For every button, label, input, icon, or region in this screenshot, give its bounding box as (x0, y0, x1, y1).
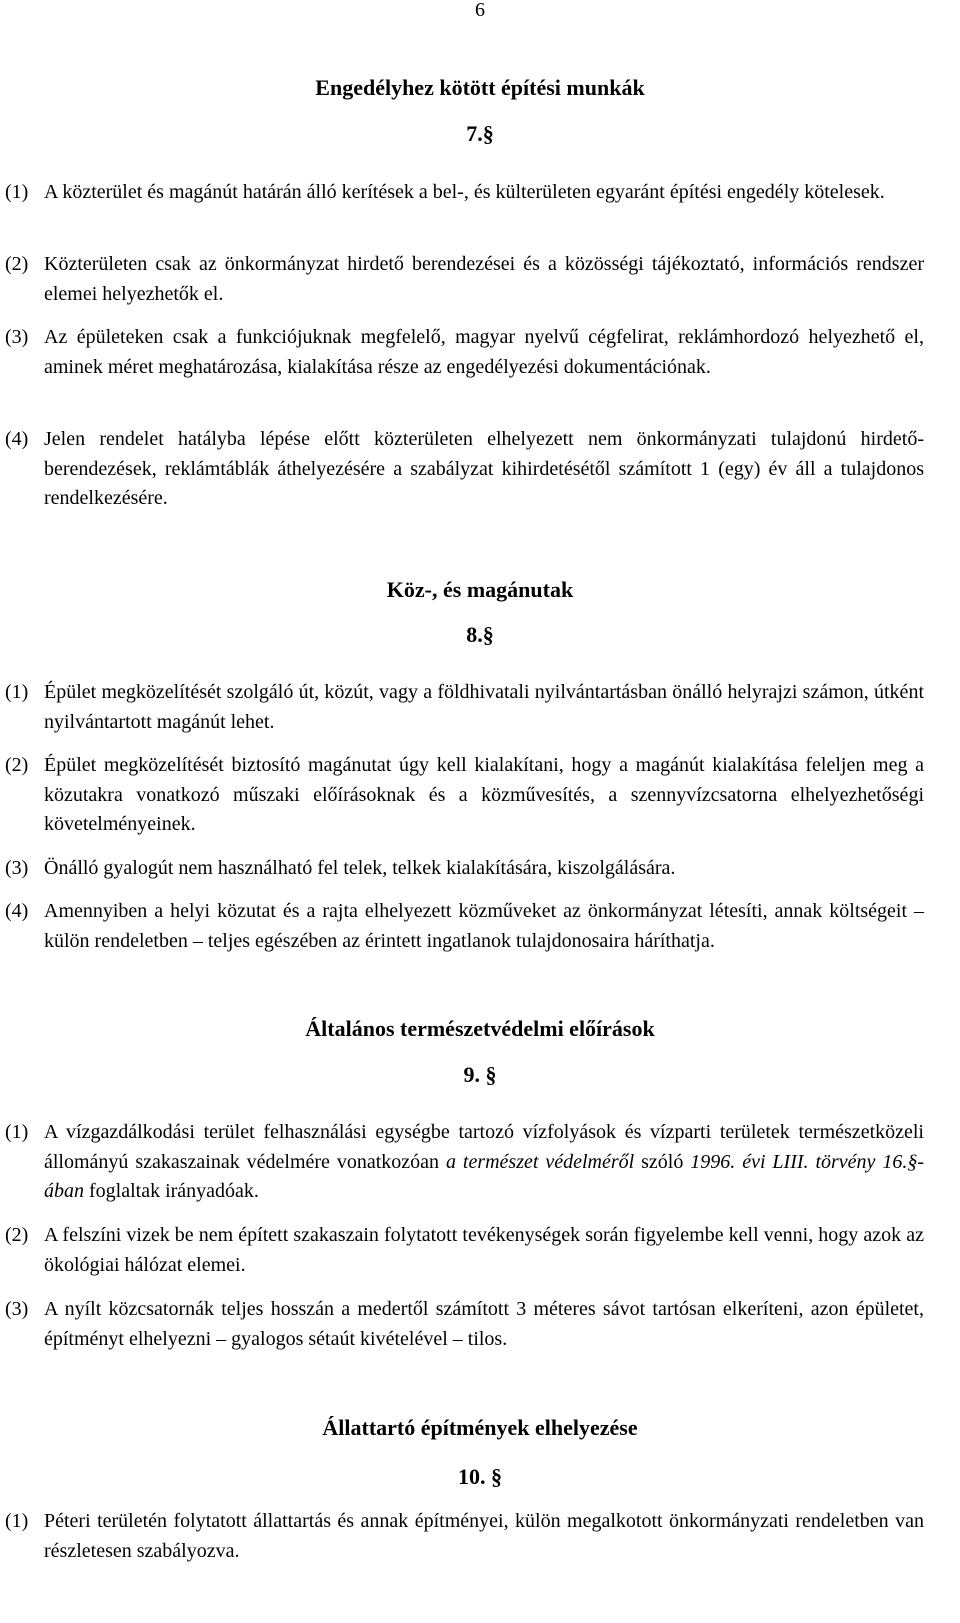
paragraph-label: (3) (5, 857, 29, 879)
paragraph-text: A nyílt közcsatornák teljes hosszán a medertől számított 3 méteres sávot tartósan elkeríteni, azon épületet, építményt elhelyezni – gyalogos sétaút kivételével – tilos. (44, 1298, 924, 1350)
paragraph-text: Önálló gyalogút nem használható fel telek, telkek kialakítására, kiszolgálására. (44, 857, 676, 879)
paragraph (5, 1221, 924, 1280)
section-number: 7.§ (466, 121, 494, 146)
section-title: Köz-, és magánutak (386, 577, 574, 602)
paragraph (5, 178, 924, 208)
paragraph-text: A felszíni vizek be nem épített szakaszain folytatott tevékenységek során figyelembe kell venni, hogy azok az ökológiai hálózat elemei. (44, 1224, 924, 1276)
paragraph (5, 678, 924, 737)
paragraph-text: szóló (634, 1150, 691, 1173)
paragraph-label: (1) (5, 1510, 29, 1532)
paragraph-text: Amennyiben a helyi közutat és a rajta elhelyezett közműveket az önkormányzat létesíti, annak költségeit – külön rendeletben – teljes egészében az érintett ingatlanok tulajdonosaira háríthatja. (44, 900, 924, 952)
paragraph (5, 1295, 924, 1354)
paragraph-text: Az épületeken csak a funkciójuknak megfelelő, magyar nyelvű cégfelirat, reklámhordozó helyezhető el, aminek méret meghatározása, kialakítása része az engedélyezési dokumentációnak. (44, 326, 924, 378)
paragraph-label: (1) (5, 181, 29, 203)
paragraph (5, 897, 924, 956)
section-title: Engedélyhez kötött építési munkák (315, 75, 645, 100)
page-number: 6 (475, 0, 485, 21)
section-number: 9. § (463, 1062, 497, 1087)
paragraph-text: A közterület és magánút határán álló kerítések a bel-, és külterületen egyaránt építési engedély kötelesek. (44, 181, 885, 203)
paragraph-text: Épület megközelítését szolgáló út, közút, vagy a földhivatali nyilvántartásban önálló helyrajzi számon, útként nyilvántartott magánút lehet. (44, 681, 924, 733)
paragraph-label: (2) (5, 1224, 29, 1246)
paragraph-text: foglaltak irányadóak. (84, 1180, 259, 1202)
paragraph-label: (2) (5, 253, 29, 275)
section-title: Állattartó építmények elhelyezése (322, 1415, 638, 1440)
paragraph-text: Közterületen csak az önkormányzat hirdető berendezései és a közösségi tájékoztató, információs rendszer elemei helyezhetők el. (44, 253, 924, 305)
paragraph-label: (1) (5, 1121, 29, 1143)
section-title: Általános természetvédelmi előírások (305, 1016, 655, 1041)
paragraph (5, 323, 924, 382)
paragraph-label: (4) (5, 428, 29, 450)
paragraph (5, 751, 924, 840)
paragraph (5, 1118, 924, 1207)
paragraph-text: A vízgazdálkodási terület felhasználási egységbe tartozó vízfolyások és vízparti területek természetközeli állományú szakaszainak védelmére vonatkozóan (44, 1121, 924, 1173)
paragraph (5, 1507, 924, 1566)
section-number: 10. § (458, 1464, 502, 1489)
paragraph-label: (4) (5, 900, 29, 922)
paragraph-label: (1) (5, 681, 29, 703)
paragraph (5, 250, 924, 309)
paragraph-label: (3) (5, 1298, 29, 1320)
section-number: 8.§ (466, 622, 494, 647)
paragraph-text: Péteri területén folytatott állattartás és annak építményei, külön megalkotott önkormányzati rendeletben van részletesen szabályozva. (44, 1510, 924, 1562)
paragraph (5, 425, 924, 514)
paragraph-label: (3) (5, 326, 29, 348)
paragraph-text: Jelen rendelet hatályba lépése előtt közterületen elhelyezett nem önkormányzati tulajdonú hirdető-berendezések, reklámtáblák áthelyezésére a szabályzat kihirdetésétől számított 1 (egy) év áll a tulajdonos rendelkezésére. (44, 428, 924, 509)
paragraph (5, 854, 924, 884)
paragraph-text: Épület megközelítését biztosító magánutat úgy kell kialakítani, hogy a magánút kialakítása feleljen meg a közutakra vonatkozó műszaki előírásoknak és a közművesítés, a szennyvízcsatorna elhelyezhetőségi követelményeinek. (44, 754, 924, 835)
paragraph-text-italic: a természet védelméről (445, 1150, 635, 1173)
paragraph-label: (2) (5, 754, 29, 776)
paragraph-text-italic: 1996. évi LIII. törvény 16.§-ában (44, 1150, 924, 1202)
